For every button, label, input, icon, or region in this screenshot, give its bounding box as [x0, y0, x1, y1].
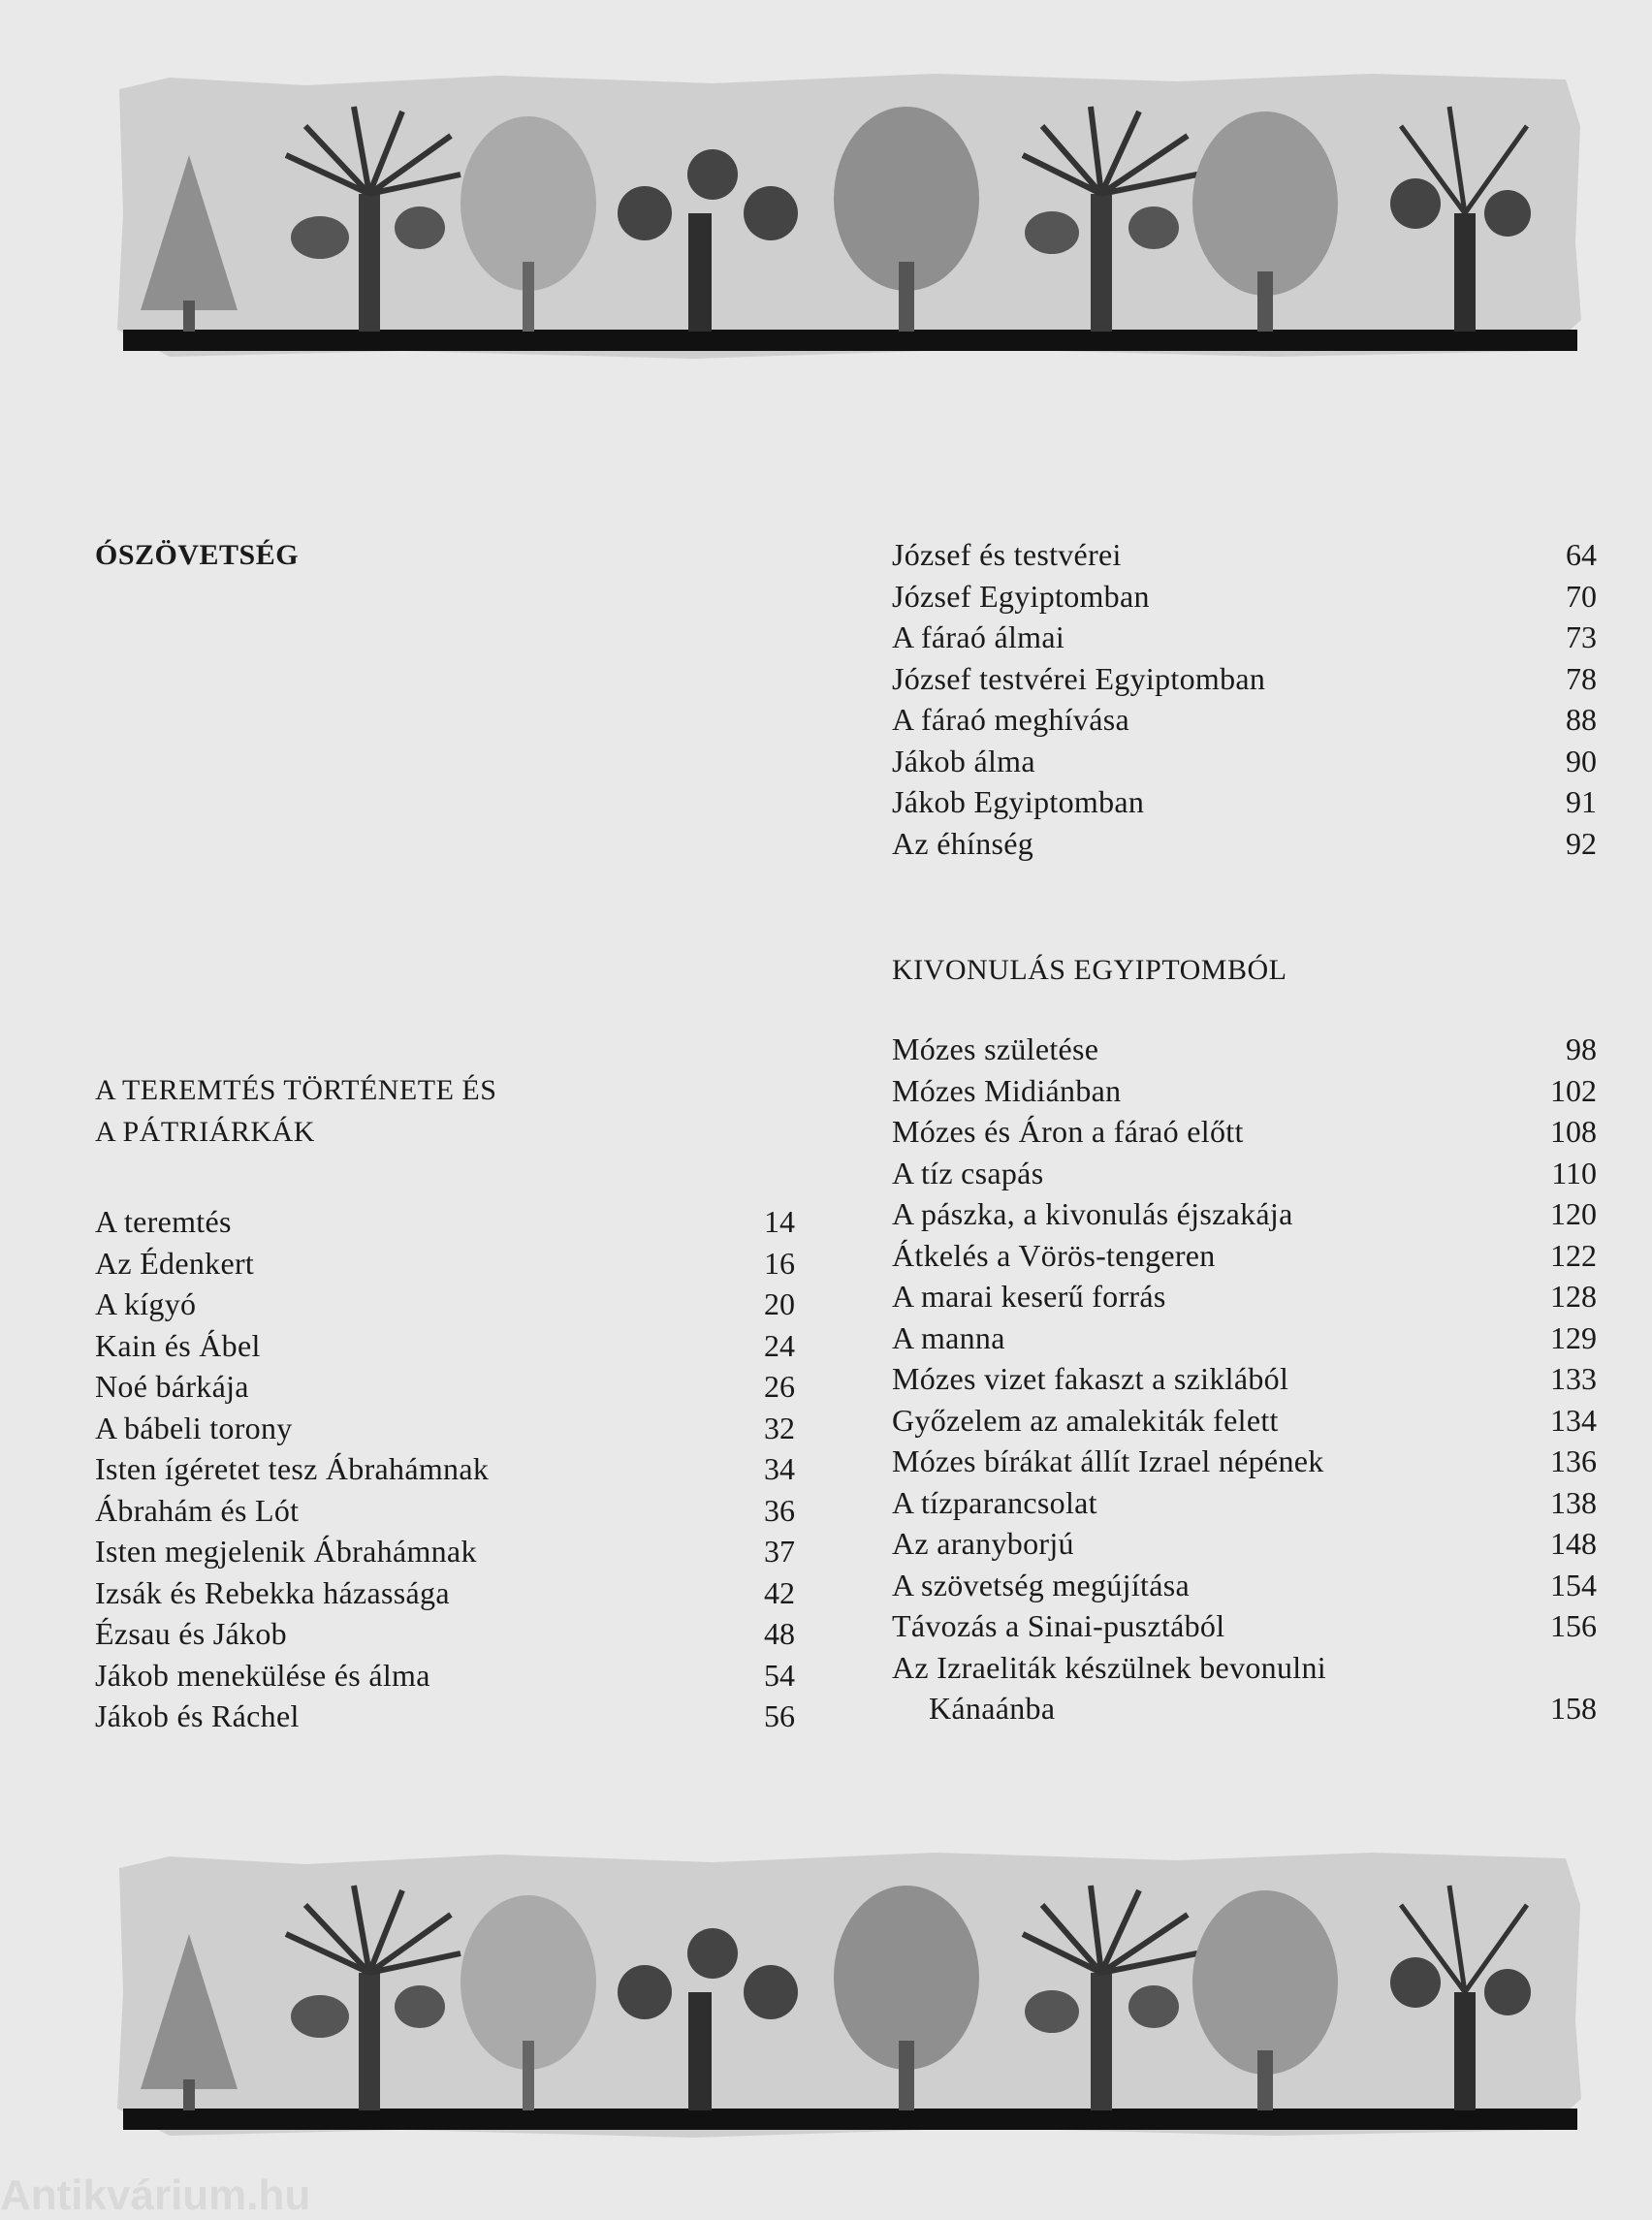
tree-frieze-illustration	[111, 1847, 1585, 2147]
toc-entry[interactable]	[892, 1608, 1597, 1650]
toc-entry-title: A manna	[892, 1319, 1005, 1355]
toc-entry[interactable]	[95, 1411, 795, 1452]
toc-entry-page: 73	[1566, 619, 1597, 654]
right-toc-top	[892, 537, 1597, 867]
toc-entry[interactable]	[95, 1698, 795, 1740]
toc-entry-page: 134	[1550, 1402, 1597, 1438]
toc-entry-page: 48	[764, 1616, 795, 1651]
toc-entry-title: A fáraó meghívása	[892, 702, 1130, 737]
toc-entry[interactable]	[892, 537, 1597, 579]
toc-entry[interactable]	[892, 1156, 1597, 1197]
toc-entry[interactable]	[892, 1443, 1597, 1485]
toc-entry[interactable]	[892, 826, 1597, 868]
toc-entry-page: 37	[764, 1534, 795, 1569]
toc-entry-title: A tíz csapás	[892, 1155, 1044, 1190]
toc-entry-title: Mózes és Áron a fáraó előtt	[892, 1114, 1244, 1149]
toc-entry[interactable]	[892, 661, 1597, 703]
toc-entry-title: József testvérei Egyiptomban	[892, 660, 1266, 696]
toc-entry-page: 98	[1566, 1031, 1597, 1066]
toc-entry-title: Mózes bírákat állít Izrael népének	[892, 1443, 1324, 1478]
toc-entry-title: Mózes vizet fakaszt a sziklából	[892, 1361, 1289, 1396]
toc-entry[interactable]	[892, 744, 1597, 785]
toc-entry-title: A marai keserű forrás	[892, 1279, 1166, 1314]
toc-entry-title: A pászka, a kivonulás éjszakája	[892, 1196, 1293, 1231]
toc-entry[interactable]	[892, 1361, 1597, 1403]
toc-entry-title: Jákob és Ráchel	[95, 1698, 300, 1733]
toc-entry-page: 91	[1566, 784, 1597, 819]
toc-entry-page: 88	[1566, 702, 1597, 737]
tree-frieze-illustration	[111, 68, 1585, 368]
toc-entry-page: 136	[1550, 1443, 1597, 1478]
toc-entry-page: 133	[1550, 1361, 1597, 1396]
toc-list	[95, 1204, 795, 1740]
toc-entry-page: 56	[764, 1698, 795, 1733]
toc-entry-title: Az Édenkert	[95, 1245, 255, 1281]
toc-entry-page: 54	[764, 1657, 795, 1693]
toc-entry[interactable]	[95, 1246, 795, 1287]
toc-entry-title: Izsák és Rebekka házassága	[95, 1574, 450, 1610]
toc-entry-title: József Egyiptomban	[892, 578, 1150, 614]
toc-entry-title: Jákob menekülése és álma	[95, 1657, 430, 1693]
toc-entry-page: 34	[764, 1451, 795, 1486]
toc-entry[interactable]	[892, 579, 1597, 620]
toc-entry-page: 129	[1550, 1319, 1597, 1355]
toc-entry-title: József és testvérei	[892, 537, 1122, 572]
toc-entry[interactable]	[892, 1114, 1597, 1156]
toc-entry-title: Mózes születése	[892, 1031, 1099, 1066]
toc-entry-title: Ézsau és Jákob	[95, 1616, 287, 1651]
toc-entry[interactable]	[892, 1279, 1597, 1320]
toc-entry-page: 92	[1566, 825, 1597, 861]
toc-entry[interactable]	[95, 1451, 795, 1493]
toc-entry-page: 36	[764, 1492, 795, 1528]
toc-entry[interactable]	[95, 1369, 795, 1411]
toc-entry-title: Isten megjelenik Ábrahámnak	[95, 1534, 477, 1569]
toc-entry-title: Az éhínség	[892, 825, 1034, 861]
testament-heading: ÓSZÖVETSÉG	[95, 539, 300, 571]
toc-entry-page: 110	[1551, 1155, 1597, 1190]
toc-entry[interactable]	[95, 1616, 795, 1658]
toc-entry[interactable]	[892, 1238, 1597, 1280]
toc-entry-page: 156	[1550, 1608, 1597, 1643]
watermark: Antikvárium.hu	[0, 2172, 311, 2219]
toc-entry-title: Győzelem az amalekiták felett	[892, 1402, 1279, 1438]
toc-entry[interactable]	[892, 1403, 1597, 1444]
toc-entry-title: Távozás a Sinai-pusztából	[892, 1608, 1225, 1643]
section-heading-line: A PÁTRIÁRKÁK	[95, 1116, 315, 1148]
toc-entry-title: A teremtés	[95, 1204, 232, 1239]
top-tree-frieze	[111, 68, 1585, 368]
toc-entry-page: 90	[1566, 743, 1597, 778]
toc-entry-title: A tízparancsolat	[892, 1484, 1097, 1520]
toc-entry-page: 14	[764, 1204, 795, 1239]
toc-entry-page: 108	[1550, 1114, 1597, 1149]
toc-entry-title: Kain és Ábel	[95, 1327, 261, 1363]
toc-entry[interactable]	[892, 1568, 1597, 1609]
section-heading: KIVONULÁS EGYIPTOMBÓL	[892, 954, 1287, 986]
toc-entry-page: 158	[1550, 1691, 1597, 1726]
section-heading	[95, 1069, 795, 1153]
toc-entry[interactable]	[892, 1485, 1597, 1527]
toc-entry-title: A szövetség megújítása	[892, 1567, 1190, 1602]
toc-entry[interactable]	[892, 619, 1597, 661]
toc-entry[interactable]	[892, 784, 1597, 826]
toc-entry-page: 138	[1550, 1484, 1597, 1520]
right-toc-section	[892, 949, 1597, 1732]
toc-entry-page: 120	[1550, 1196, 1597, 1231]
toc-entry-title: Jákob Egyiptomban	[892, 784, 1145, 819]
toc-entry-title: A kígyó	[95, 1286, 197, 1321]
toc-entry-title: A bábeli torony	[95, 1410, 293, 1445]
toc-entry[interactable]	[892, 1526, 1597, 1568]
toc-entry-page: 102	[1550, 1072, 1597, 1108]
toc-entry-page: 78	[1566, 660, 1597, 696]
toc-entry[interactable]	[95, 1534, 795, 1575]
toc-entry[interactable]	[95, 1575, 795, 1617]
section-heading-line: A TEREMTÉS TÖRTÉNETE ÉS	[95, 1074, 497, 1106]
toc-entry-page: 154	[1550, 1567, 1597, 1602]
toc-entry-title: Az Izraeliták készülnek bevonulni	[892, 1649, 1326, 1685]
toc-entry-page: 122	[1550, 1237, 1597, 1273]
left-toc-column	[95, 1069, 795, 1740]
toc-entry[interactable]	[95, 1328, 795, 1370]
toc-entry-page: 26	[764, 1369, 795, 1404]
toc-entry-title: Az aranyborjú	[892, 1526, 1074, 1561]
toc-entry-page: 42	[764, 1574, 795, 1610]
toc-entry[interactable]	[892, 1073, 1597, 1115]
toc-entry[interactable]	[892, 1031, 1597, 1073]
toc-entry-page: 20	[764, 1286, 795, 1321]
toc-entry[interactable]	[95, 1204, 795, 1246]
toc-entry-title: A fáraó álmai	[892, 619, 1065, 654]
toc-entry-page: 16	[764, 1245, 795, 1281]
toc-entry-title: Noé bárkája	[95, 1369, 249, 1404]
toc-entry-page: 32	[764, 1410, 795, 1445]
toc-entry[interactable]	[95, 1493, 795, 1535]
toc-entry-page: 24	[764, 1327, 795, 1363]
toc-entry-title: Isten ígéretet tesz Ábrahámnak	[95, 1451, 490, 1486]
toc-entry-title-continued: Kánaánba	[929, 1691, 1056, 1726]
toc-entry-title: Jákob álma	[892, 743, 1035, 778]
toc-entry[interactable]	[892, 1320, 1597, 1362]
toc-entry-page: 70	[1566, 578, 1597, 614]
toc-entry-title: Mózes Midiánban	[892, 1072, 1122, 1108]
toc-entry[interactable]	[95, 1658, 795, 1699]
toc-entry[interactable]	[95, 1286, 795, 1328]
toc-entry-page: 148	[1550, 1526, 1597, 1561]
toc-entry-title: Átkelés a Vörös-tengeren	[892, 1237, 1216, 1273]
toc-entry-page: 64	[1566, 537, 1597, 572]
toc-entry[interactable]	[892, 1196, 1597, 1238]
toc-entry[interactable]	[892, 702, 1597, 744]
toc-entry[interactable]	[892, 1650, 1597, 1732]
toc-entry-page: 128	[1550, 1279, 1597, 1314]
bottom-tree-frieze	[111, 1847, 1585, 2147]
toc-entry-title: Ábrahám és Lót	[95, 1492, 300, 1528]
